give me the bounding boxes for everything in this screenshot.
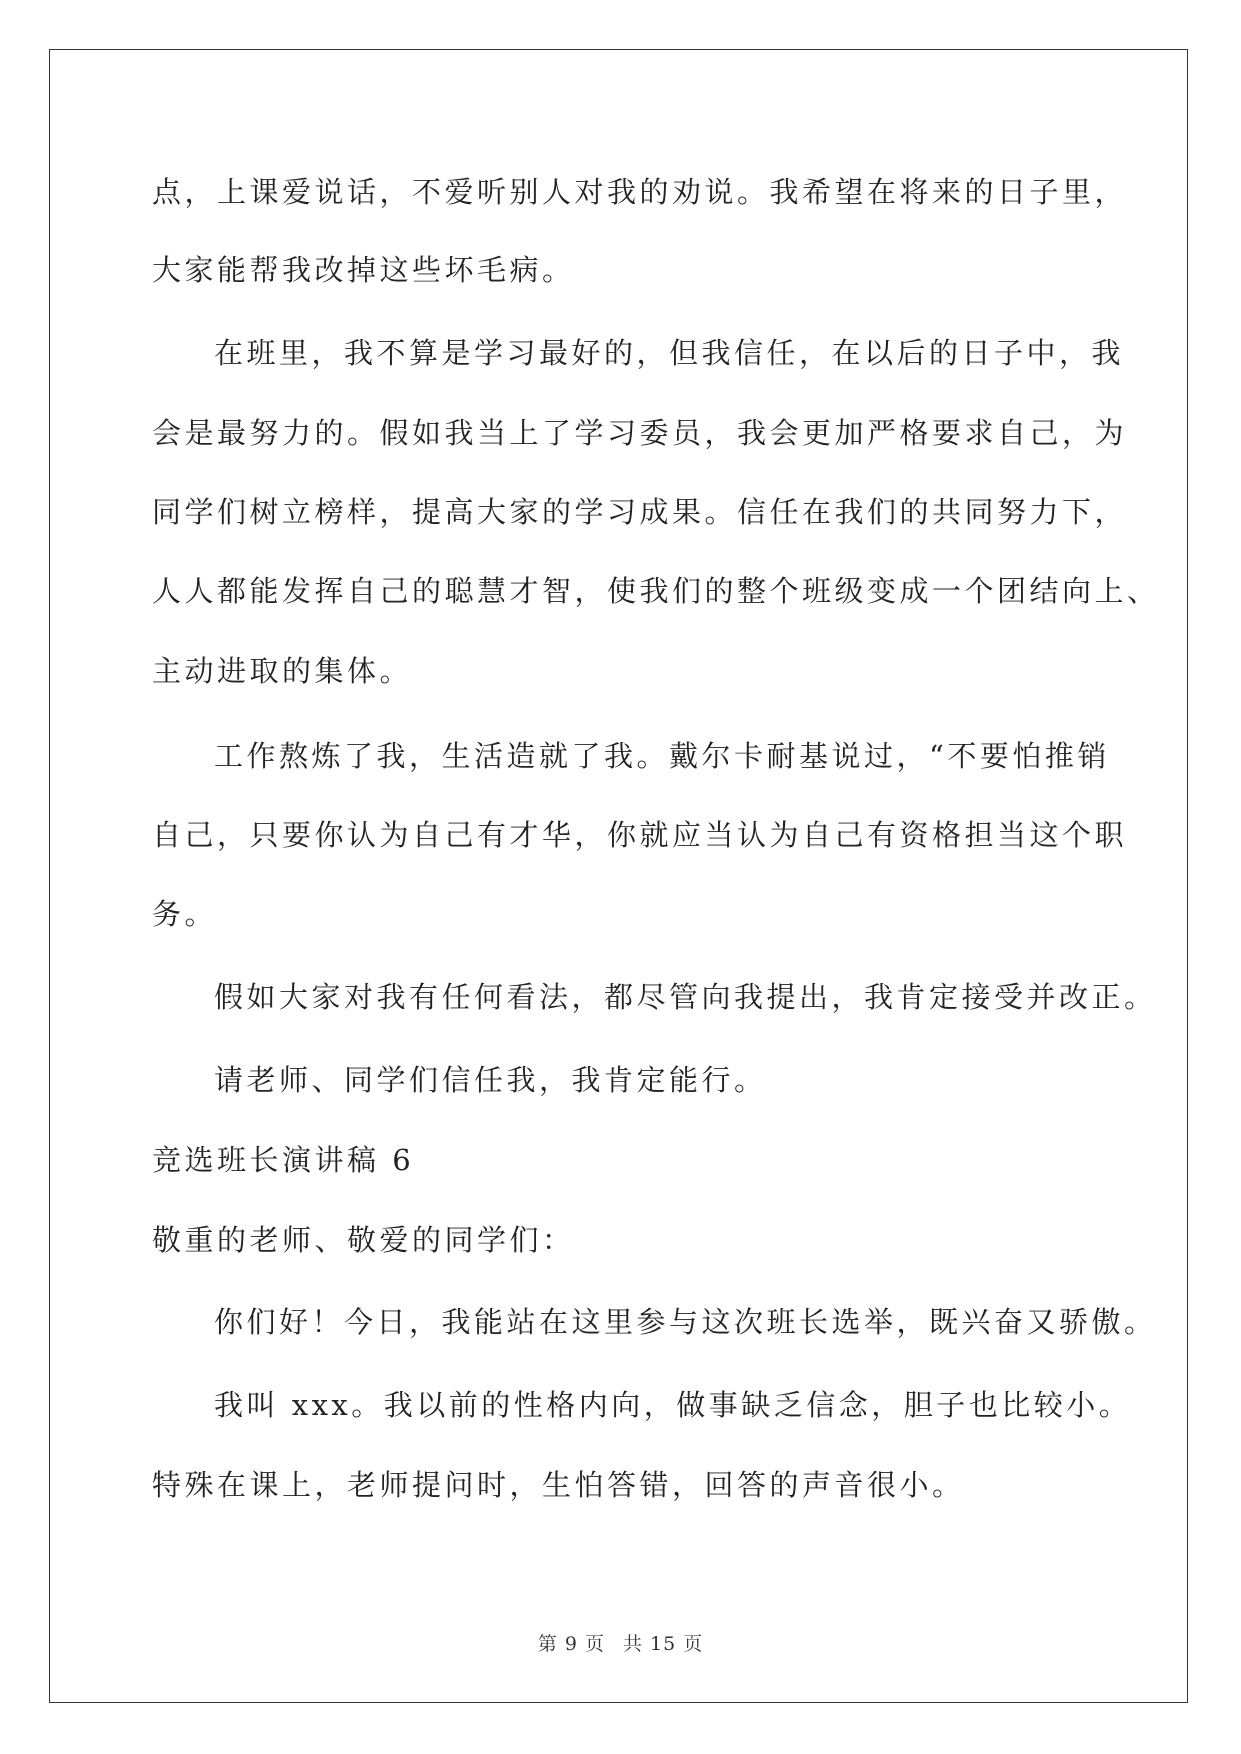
paragraph-first-line: 工作熬炼了我，生活造就了我。戴尔卡耐基说过，“不要怕推销: [214, 739, 1110, 773]
body-line: 特殊在课上，老师提问时，生怕答错，回答的声音很小。: [152, 1468, 965, 1502]
page-total: 共 15 页: [622, 1633, 704, 1655]
paragraph-first-line: 我叫 xxx。我以前的性格内向，做事缺乏信念，胆子也比较小。: [214, 1388, 1132, 1422]
paragraph-first-line: 请老师、同学们信任我，我肯定能行。: [214, 1063, 767, 1097]
section-heading: 竞选班长演讲稿 6: [152, 1143, 415, 1177]
body-line: 同学们树立榜样，提高大家的学习成果。信任在我们的共同努力下，: [152, 495, 1128, 529]
paragraph-first-line: 在班里，我不算是学习最好的，但我信任，在以后的日子中，我: [214, 336, 1125, 370]
paragraph-first-line: 你们好！今日，我能站在这里参与这次班长选举，既兴奋又骄傲。: [214, 1305, 1157, 1339]
page-footer: [0, 1629, 1241, 1656]
body-line: 会是最努力的。假如我当上了学习委员，我会更加严格要求自己，为: [152, 416, 1128, 450]
paragraph-first-line: 假如大家对我有任何看法，都尽管向我提出，我肯定接受并改正。: [214, 980, 1157, 1014]
body-line: 自己，只要你认为自己有才华，你就应当认为自己有资格担当这个职: [152, 818, 1128, 852]
body-line: 人人都能发挥自己的聪慧才智，使我们的整个班级变成一个团结向上、: [152, 574, 1160, 608]
body-line: 务。: [152, 897, 218, 931]
page-border: [49, 49, 1188, 1703]
page-number: 第 9 页: [537, 1633, 605, 1655]
salutation: 敬重的老师、敬爱的同学们：: [152, 1223, 575, 1257]
body-line: 主动进取的集体。: [152, 654, 413, 688]
body-line: 点，上课爱说话，不爱听别人对我的劝说。我希望在将来的日子里，: [152, 175, 1128, 209]
body-line: 大家能帮我改掉这些坏毛病。: [152, 253, 575, 287]
